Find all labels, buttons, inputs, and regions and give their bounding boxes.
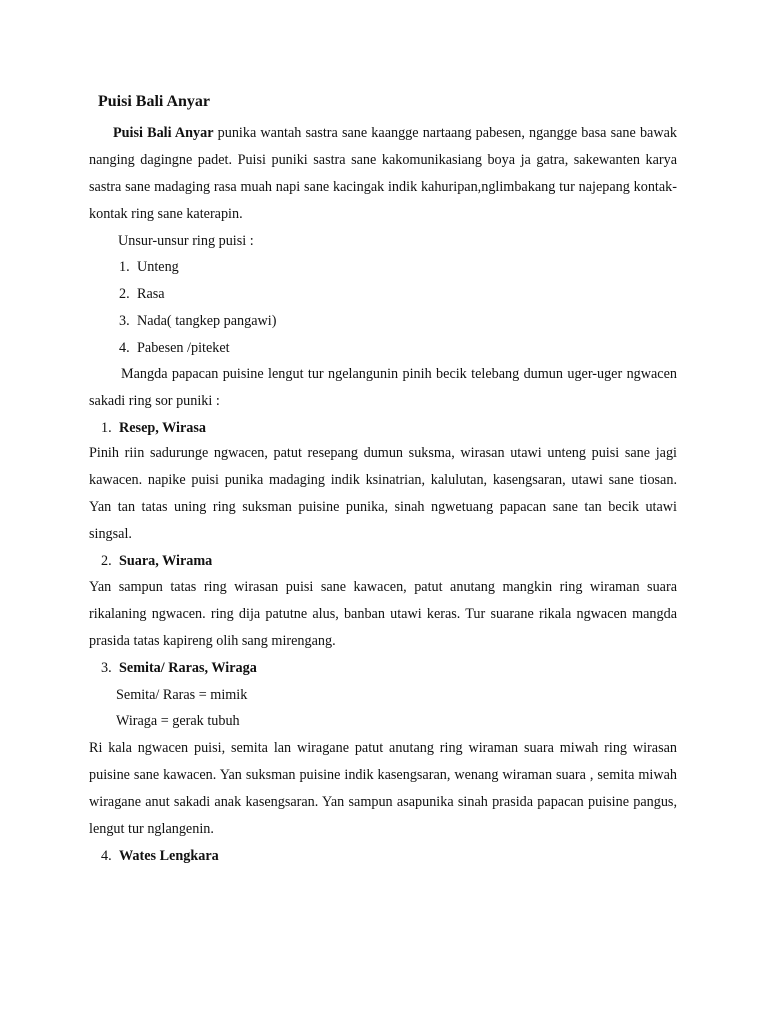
list-item-number: 2. [119,286,130,302]
page-title: Puisi Bali Anyar [98,93,211,110]
list-item-label: Rasa [137,286,165,302]
definition-line: Wiraga = gerak tubuh [116,713,240,729]
section-number: 3. [101,660,112,676]
list-item-label: Nada( tangkep pangawi) [137,313,277,329]
list-item [119,284,165,304]
section-heading [101,551,212,571]
section-number: 4. [101,848,112,864]
list-item-label: Unteng [137,259,179,275]
section-body: Pinih riin sadurunge ngwacen, patut resepang dumun suksma, wirasan utawi unteng puisi sane jagi kawacen. napike puisi punika madaging indik ksinatrian, kalulutan, kasengsaran, utawi sane tiosan. Yan tan tatas uning ring suksman puisine punika, sinah ngwetuang papacan sane tan becik utawi singsal. [89,445,677,542]
mangda-paragraph: Mangda papacan puisine lengut tur ngelangunin pinih becik telebang dumun uger-uger ngwacen sakadi ring sor puniki : [89,366,677,409]
intro-text: punika wantah sastra sane kaangge nartaang pabesen, ngangge basa sane bawak nanging dagingne padet. Puisi puniki sastra sane kakomunikasiang boya ja gatra, sakewanten karya sastra sane madaging rasa muah napi sane kacingak indik kahuripan,nglimbakang tur najepang kontak-kontak ring sane katerapin. [89,125,677,222]
section-heading [101,658,257,678]
intro-lead: Puisi Bali Anyar [113,125,214,141]
list-item-number: 1. [119,259,130,275]
section-number: 2. [101,553,112,569]
intro-paragraph [89,120,677,228]
list-item-label: Pabesen /piteket [137,340,230,356]
section-heading [101,846,219,866]
section-number: 1. [101,420,112,436]
section-title: Wates Lengkara [119,848,219,864]
section-heading [101,418,206,438]
list-item-number: 4. [119,340,130,356]
definition-line: Semita/ Raras = mimik [116,687,248,703]
unsur-heading: Unsur-unsur ring puisi : [118,233,254,249]
list-item [119,257,179,277]
list-item [119,311,276,331]
list-item-number: 3. [119,313,130,329]
list-item [119,338,230,358]
section-body: Ri kala ngwacen puisi, semita lan wiragane patut anutang ring wiraman suara miwah ring wirasan puisine sane kawacen. Yan suksman puisine indik kasengsaran, wenang wiraman suara , semita miwah wiragane anut sakadi anak kasengsaran. Yan sampun asapunika sinah prasida papacan puisine pangus, lengut tur nglangenin. [89,740,677,837]
section-title: Suara, Wirama [119,553,213,569]
section-title: Resep, Wirasa [119,420,206,436]
section-body: Yan sampun tatas ring wirasan puisi sane kawacen, patut anutang mangkin ring wiraman suara rikalaning ngwacen. ring dija patutne alus, banban utawi keras. Tur suarane rikala ngwacen mangda prasida tatas kapireng olih sang mirengang. [89,579,677,649]
section-title: Semita/ Raras, Wiraga [119,660,257,676]
